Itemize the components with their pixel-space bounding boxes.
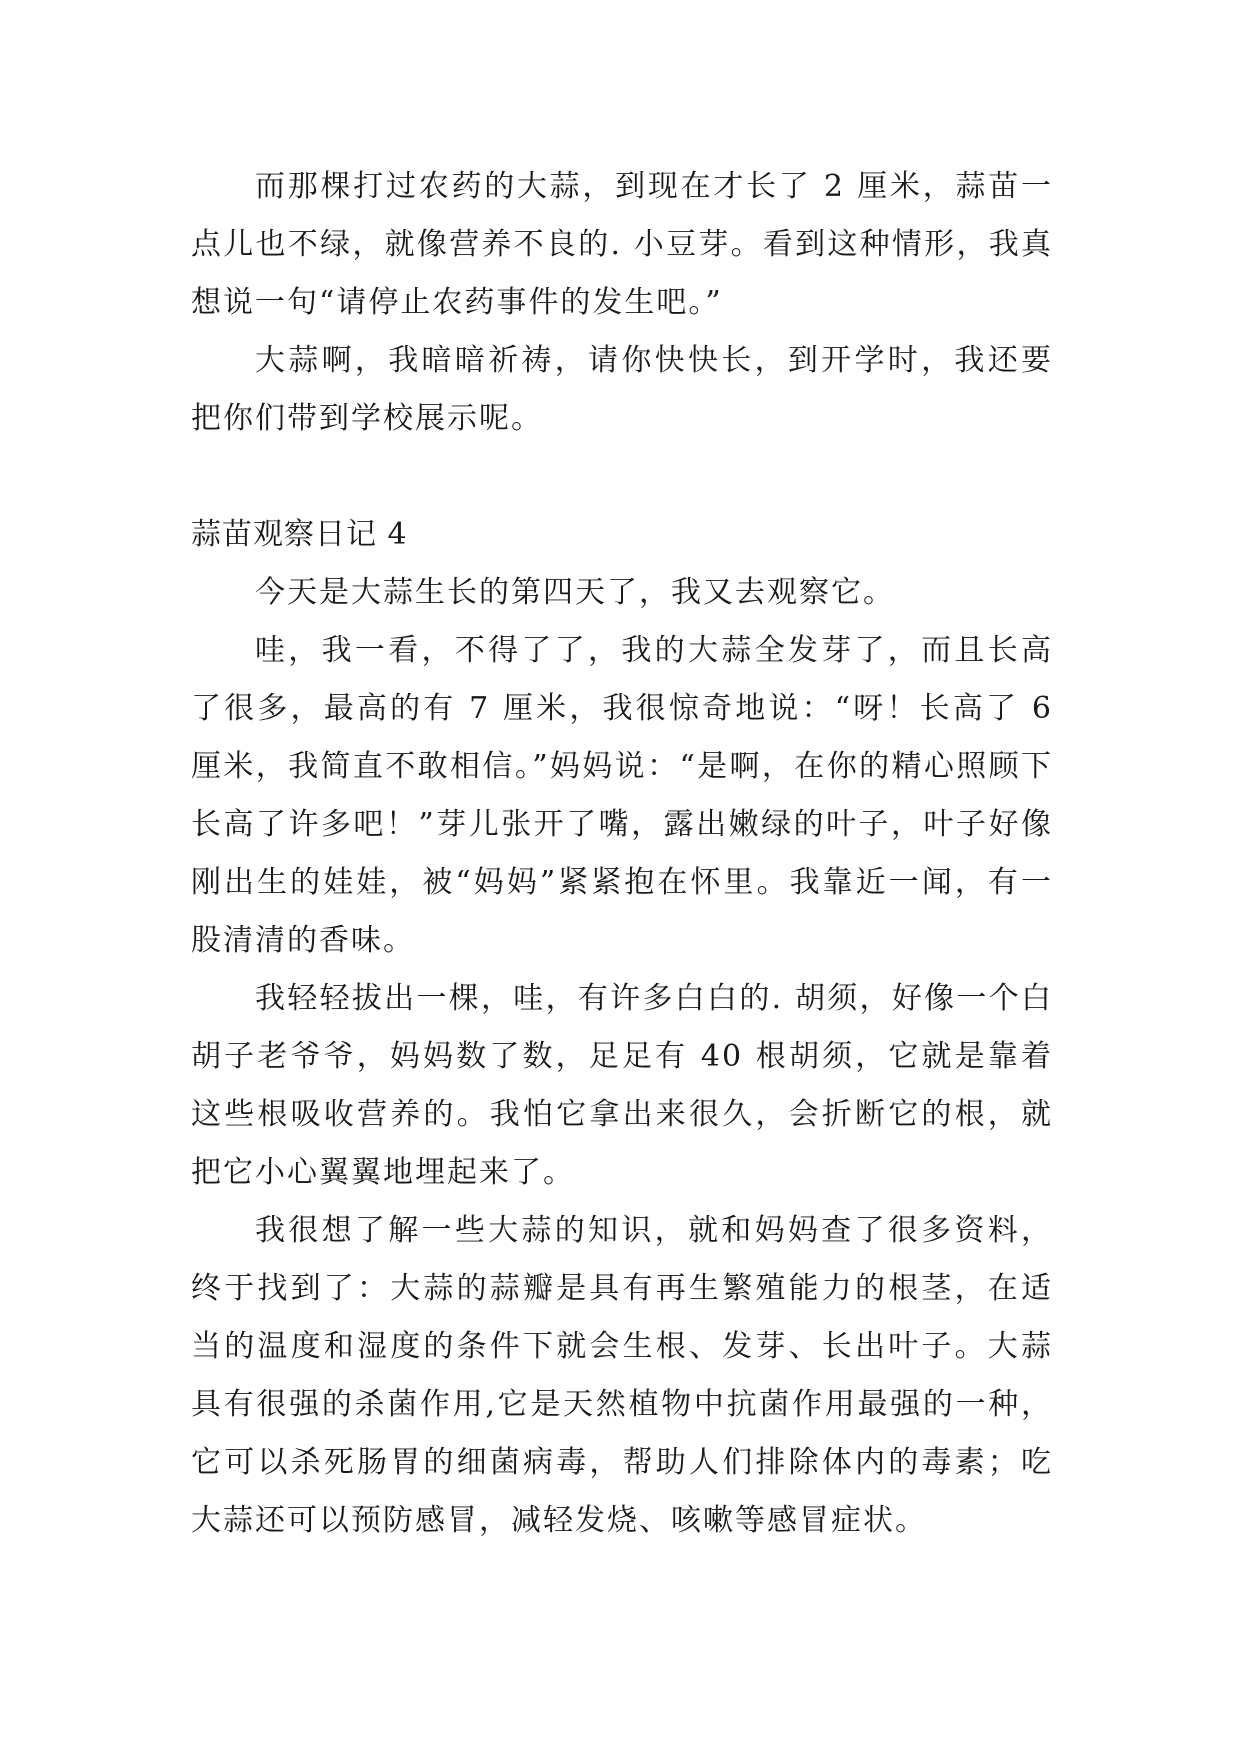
paragraph: 大蒜啊，我暗暗祈祷，请你快快长，到开学时，我还要把你们带到学校展示呢。	[191, 343, 1053, 436]
paragraph: 我很想了解一些大蒜的知识，就和妈妈查了很多资料，终于找到了：大蒜的蒜瓣是具有再生繁殖能力的根茎，在适当的温度和湿度的条件下就会生根、发芽、长出叶子。大蒜具有很强的杀菌作用,它是天然植物中抗菌作用最强的一种，它可以杀死肠胃的细菌病毒，帮助人们排除体内的毒素；吃大蒜还可以预防感冒，减轻发烧、咳嗽等感冒症状。	[191, 1213, 1053, 1538]
section-title: 蒜苗观察日记 4	[191, 517, 408, 552]
paragraph: 今天是大蒜生长的第四天了，我又去观察它。	[255, 575, 895, 610]
paragraph: 我轻轻拔出一棵，哇，有许多白白的. 胡须，好像一个白胡子老爷爷，妈妈数了数，足足有 40 根胡须，它就是靠着这些根吸收营养的。我怕它拿出来很久，会折断它的根，就把它小心翼翼地埋起来了。	[191, 981, 1053, 1190]
intro-text-block	[191, 158, 1053, 448]
diary-entry	[191, 506, 1053, 1550]
paragraph: 哇，我一看，不得了了，我的大蒜全发芽了，而且长高了很多，最高的有 7 厘米，我很惊奇地说：“呀！长高了 6 厘米，我简直不敢相信。”妈妈说：“是啊，在你的精心照顾下长高了许多吧！”芽儿张开了嘴，露出嫩绿的叶子，叶子好像刚出生的娃娃，被“妈妈”紧紧抱在怀里。我靠近一闻，有一股清清的香味。	[191, 633, 1053, 958]
paragraph: 而那棵打过农药的大蒜，到现在才长了 2 厘米，蒜苗一点儿也不绿，就像营养不良的. 小豆芽。看到这种情形，我真想说一句“请停止农药事件的发生吧。”	[191, 169, 1053, 320]
